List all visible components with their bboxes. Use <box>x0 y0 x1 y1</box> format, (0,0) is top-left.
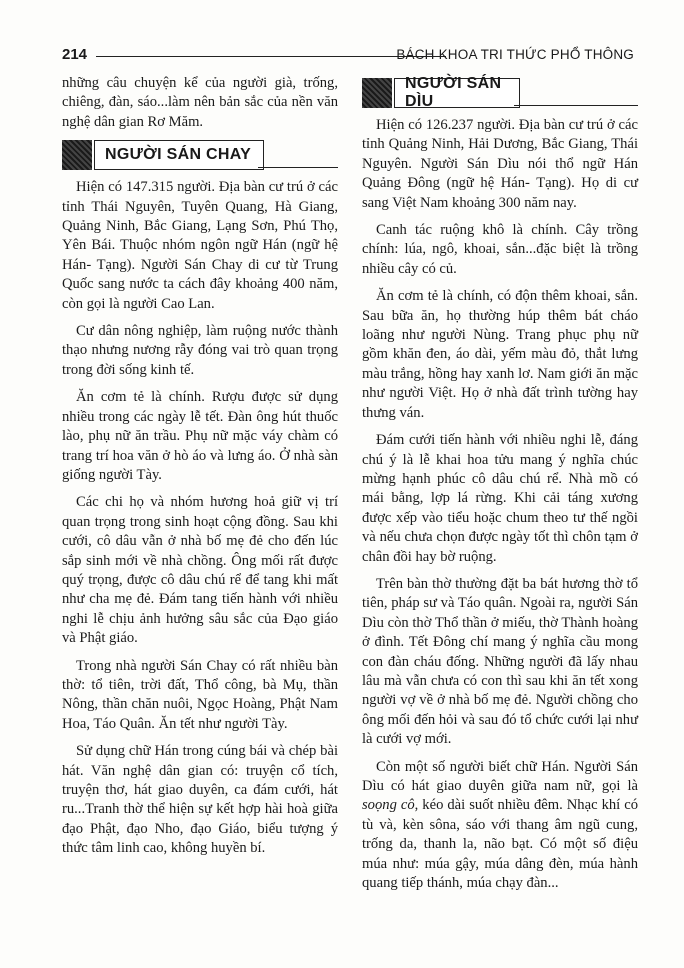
paragraph: Canh tác ruộng khô là chính. Cây trồng chính: lúa, ngô, khoai, sắn...đặc biệt là trồng nhiều cây có củ. <box>362 222 638 277</box>
section-marker-icon <box>62 140 92 170</box>
section-title-box <box>94 140 264 170</box>
text-run: , kéo dài suốt nhiều đêm. Nhạc khí có tù và, kèn sôna, sáo với thang âm ngũ cung, trống da, thanh la, não bạt. Có một số điệu múa như: múa gậy, múa dâng đèn, múa hành quang tiếp thánh, múa chạy đàn... <box>362 797 638 892</box>
section-underline <box>514 105 638 106</box>
paragraph: Hiện có 126.237 người. Địa bàn cư trú ở các tỉnh Quảng Ninh, Hải Dương, Bắc Giang, Thái Nguyên. Người Sán Dìu nói thổ ngữ Hán Quảng Đông (ngữ hệ Hán- Tạng). Họ di cư sang Việt Nam khoảng 300 năm nay. <box>362 117 638 211</box>
intro-paragraph: những câu chuyện kể của người già, trống, chiêng, đàn, sáo...làm nên bản sắc của nền văn nghệ dân gian Rơ Măm. <box>62 75 338 130</box>
paragraph: Sử dụng chữ Hán trong cúng bái và chép bài hát. Văn nghệ dân gian có: truyện cổ tích, truyện thơ, hát giao duyên, ca đám cưới, hát ru...Tranh thờ thể hiện sự kết hợp hài hoà giữa đạo Phật, đạo Nho, đạo Giáo, biểu tượng ý thức tâm linh cao, không huyền bí. <box>62 743 338 857</box>
right-column <box>362 75 638 901</box>
section-title-box <box>394 75 520 110</box>
paragraph: Ăn cơm tẻ là chính. Rượu được sử dụng nhiều trong các ngày lễ tết. Đàn ông hút thuốc lào, phụ nữ ăn trầu. Phụ nữ mặc váy chàm có trang trí hoa văn ở hò áo và lưng áo. Ở nhà sàn giống người Tày. <box>62 389 338 483</box>
section-heading-san-chay <box>62 140 338 170</box>
section-title: NGƯỜI SÁN DÌU <box>405 75 502 110</box>
page-number: 214 <box>62 46 88 63</box>
paragraph: Trên bàn thờ thường đặt ba bát hương thờ tổ tiên, pháp sư và Táo quân. Ngoài ra, người Sán Dìu còn thờ Thổ thần ở miếu, thờ Thành hoàng ở đình. Tết Đông chí mang ý nghĩa cầu mong con đàn cháu đống. Những người đã lấy nhau lâu mà vẫn chưa có con thì sau khi ăn tết xong người vợ về ở nhà bố mẹ đẻ. Người chồng cho ông mối đến hỏi và sau đó tổ chức cưới lại như là cưới vợ mới. <box>362 575 638 748</box>
left-column <box>62 74 338 867</box>
paragraph: Hiện có 147.315 người. Địa bàn cư trú ở các tỉnh Thái Nguyên, Tuyên Quang, Hà Giang, Quảng Ninh, Bắc Giang, Lạng Sơn, Phú Thọ, Yên Bái. Thuộc nhóm ngôn ngữ Hán (ngữ hệ Hán- Tạng). Người Sán Chay di cư từ Trung Quốc sang nước ta cách đây khoảng 400 năm, còn gọi là người Cao Lan. <box>62 179 338 312</box>
paragraph <box>362 758 638 894</box>
section-heading-san-diu <box>362 75 638 110</box>
book-title: BÁCH KHOA TRI THỨC PHỔ THÔNG <box>396 47 634 62</box>
paragraph: Cư dân nông nghiệp, làm ruộng nước thành thạo nhưng nương rẫy đóng vai trò quan trọng trong đời sống kinh tế. <box>62 323 338 378</box>
text-run: Còn một số người biết chữ Hán. Người Sán Dìu có hát giao duyên giữa nam nữ, gọi là <box>362 758 638 794</box>
paragraph: Trong nhà người Sán Chay có rất nhiều bàn thờ: tổ tiên, trời đất, Thổ công, bà Mụ, thần Nông, thần chăn nuôi, Ngọc Hoàng, Phật Nam Hoa, Táo Quân. Ăn tết như người Tày. <box>62 657 338 732</box>
header-rule <box>96 56 446 57</box>
paragraph: Các chi họ và nhóm hương hoả giữ vị trí quan trọng trong sinh hoạt cộng đồng. Sau khi cưới, cô dâu vẫn ở nhà bố mẹ đẻ cho đến lúc sắp sinh mới về nhà chồng. Ông mối rất được quý trọng, được cô dâu chú rể để tang khi mất như cha mẹ đẻ. Đám tang tiến hành với nhiều nghi lễ chịu ảnh hưởng sâu sắc của Đạo giáo và Phật giáo. <box>62 494 338 647</box>
section-title: NGƯỜI SÁN CHAY <box>105 146 252 164</box>
running-header <box>62 46 634 66</box>
paragraph: Ăn cơm tẻ là chính, có độn thêm khoai, sắn. Sau bữa ăn, họ thường húp thêm bát cháo loãng như người Nùng. Trang phục phụ nữ gồm khăn đen, áo dài, yếm màu đỏ, thắt lưng màu trắng, hồng hay xanh lơ. Nam giới ăn mặc như người Việt. Họ ở nhà đất trình tường hay thưng ván. <box>362 288 638 421</box>
section-marker-icon <box>362 78 392 108</box>
section-underline <box>258 167 338 168</box>
italic-term: soọng cô <box>362 797 415 814</box>
paragraph: Đám cưới tiến hành với nhiều nghi lễ, đáng chú ý là lễ khai hoa tửu mang ý nghĩa chúc mừng hạnh phúc cô dâu chú rể. Nhà mồ có mái bằng, lợp lá rừng. Khi cải táng xương được xếp vào tiểu hoặc chum theo tư thế ngồi và nếu chưa chọn được ngày tốt thì chôn tạm ở chân đồi hay bờ ruộng. <box>362 432 638 565</box>
